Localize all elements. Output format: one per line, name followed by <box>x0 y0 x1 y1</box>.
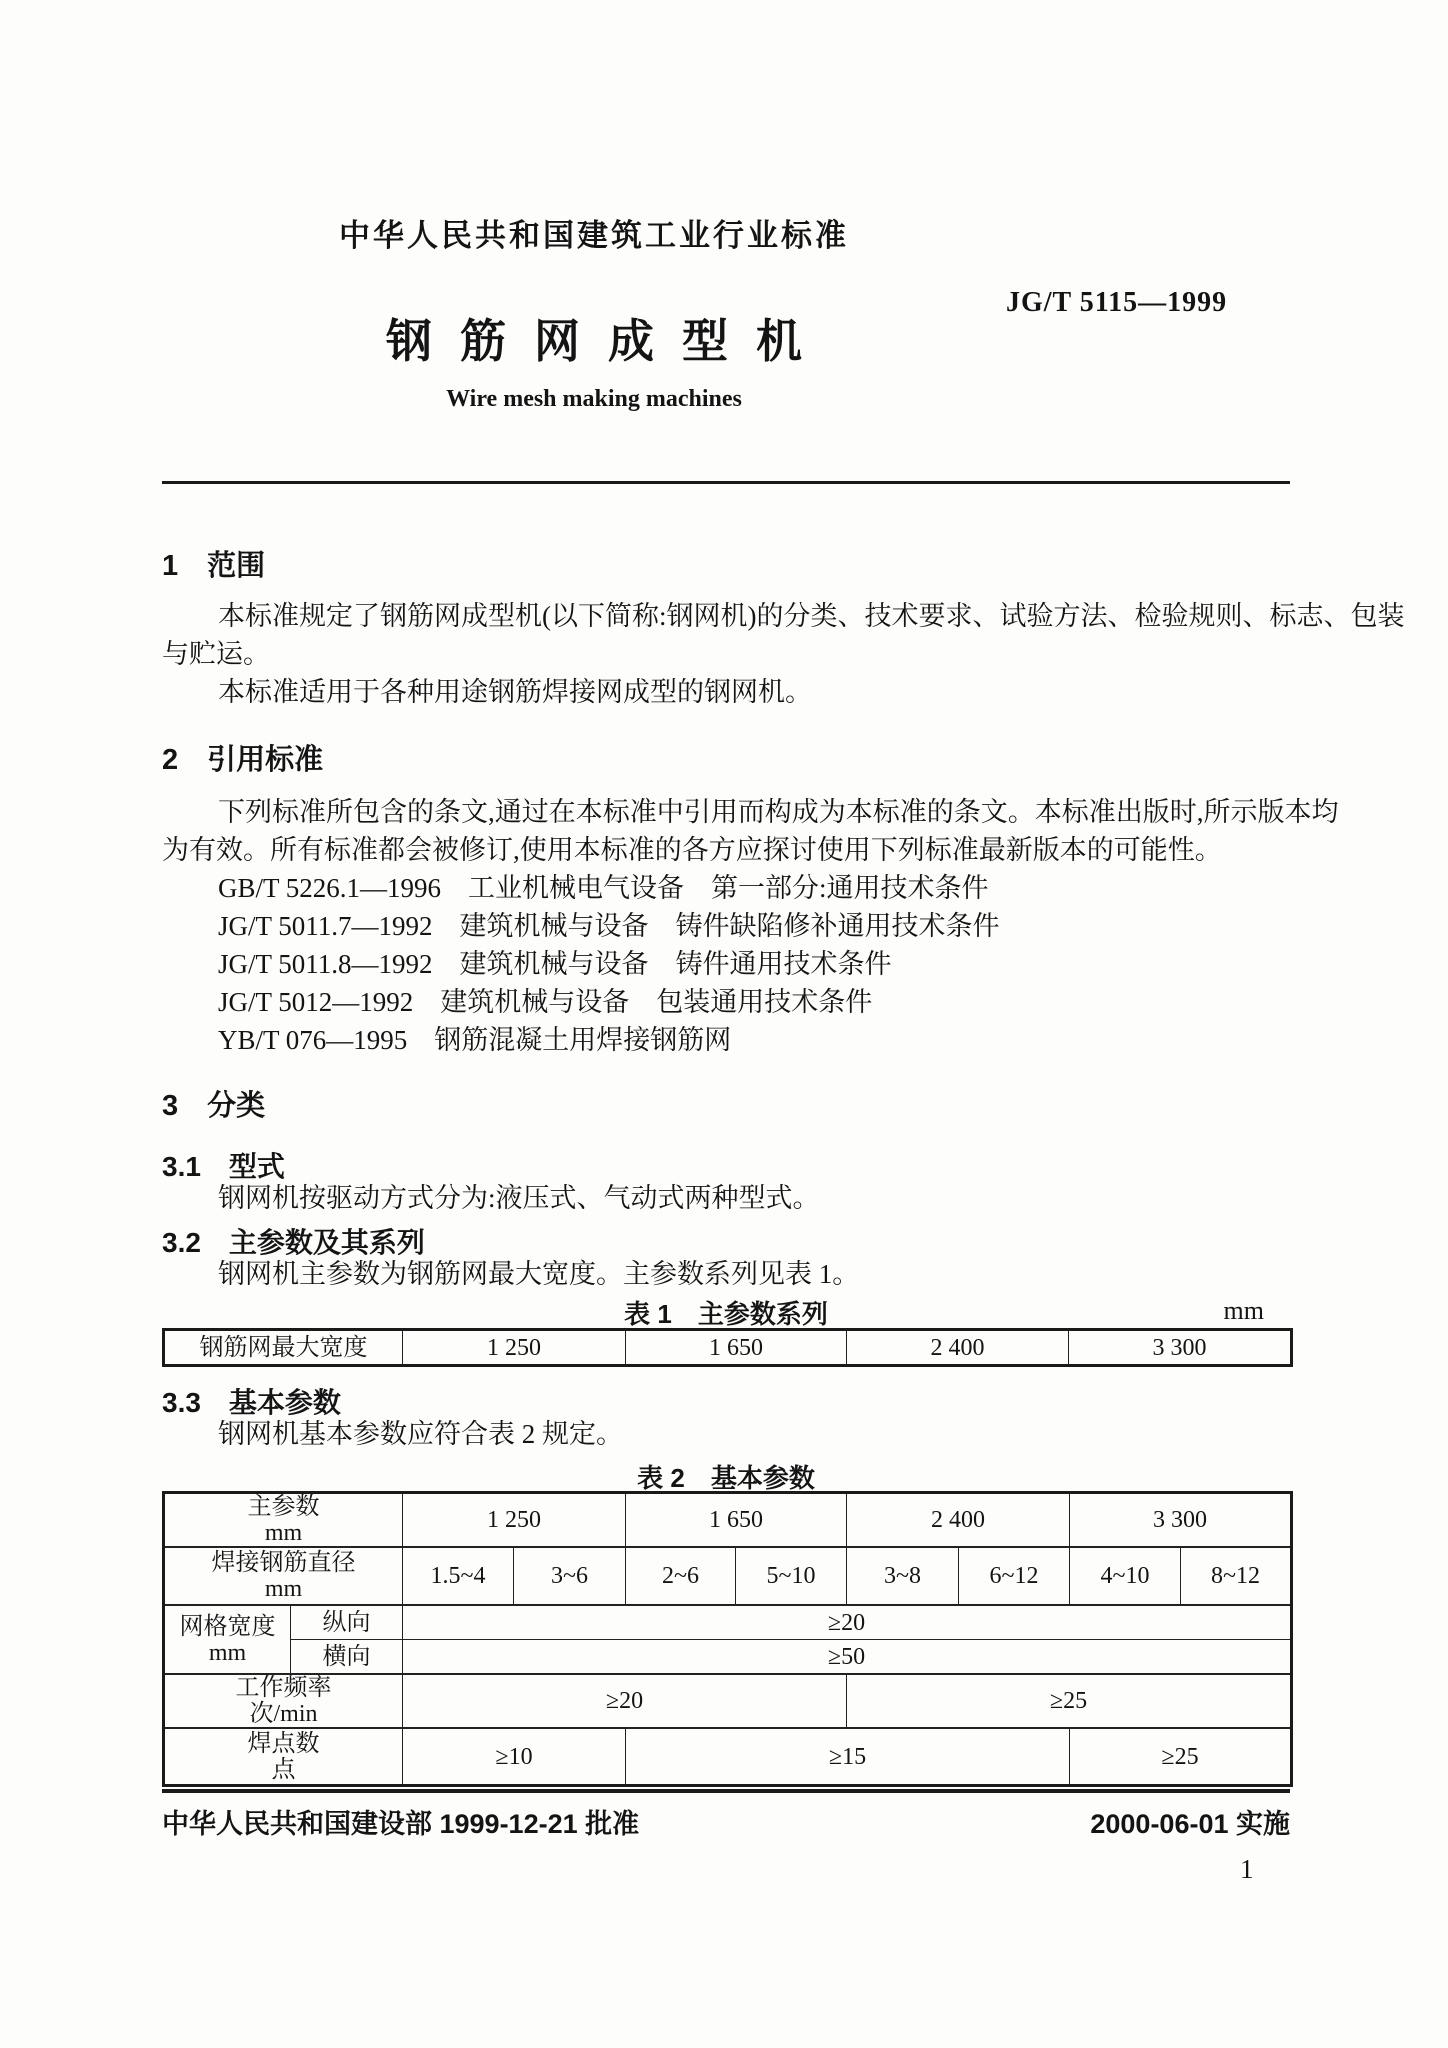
cell-label-line: mm <box>264 1520 303 1546</box>
document-title-cn: 钢筋网成型机 <box>386 315 830 367</box>
table-cell: 2~6 <box>626 1547 736 1605</box>
cell-label-line: 焊点数 <box>247 1730 320 1757</box>
reference-line: JG/T 5012—1992 建筑机械与设备 包装通用技术条件 <box>218 987 873 1017</box>
cell-label-line: 次/min <box>249 1701 318 1727</box>
table-cell: ≥10 <box>403 1728 626 1786</box>
section-3-2-heading: 3.2 主参数及其系列 <box>162 1227 425 1258</box>
table-1-caption: 表 1 主参数系列 <box>624 1299 828 1329</box>
table-row <box>164 1493 1292 1548</box>
table-cell: ≥25 <box>847 1674 1292 1728</box>
cell-label-line: 主参数 <box>247 1494 320 1520</box>
footer-divider-rule <box>162 1789 1290 1793</box>
table-cell <box>164 1674 403 1728</box>
reference-line: YB/T 076—1995 钢筋混凝土用焊接钢筋网 <box>218 1025 732 1055</box>
section-1-heading: 1 范围 <box>162 550 266 582</box>
cell-label-line: 点 <box>271 1756 296 1783</box>
body-line: 本标准适用于各种用途钢筋焊接网成型的钢网机。 <box>218 677 812 707</box>
table-cell: 1 250 <box>403 1330 626 1366</box>
table-cell: 3~6 <box>514 1547 626 1605</box>
table-row <box>164 1640 1292 1675</box>
table-row <box>164 1728 1292 1786</box>
section-3-heading: 3 分类 <box>162 1090 266 1122</box>
footer-row <box>162 1802 1290 1841</box>
cell-label-line: mm <box>208 1639 247 1666</box>
cell-label-line: 网格宽度 <box>179 1613 276 1640</box>
table-cell: 横向 <box>291 1640 403 1675</box>
table-cell <box>164 1605 291 1674</box>
table-row <box>164 1330 1292 1366</box>
page-number: 1 <box>1240 1854 1254 1884</box>
document-title-en: Wire mesh making machines <box>446 386 742 412</box>
table-cell: 8~12 <box>1181 1547 1292 1605</box>
table-cell: 1.5~4 <box>403 1547 514 1605</box>
section-3-1-heading: 3.1 型式 <box>162 1151 285 1182</box>
table-2-caption: 表 2 基本参数 <box>637 1463 815 1493</box>
body-line: 钢网机基本参数应符合表 2 规定。 <box>218 1419 623 1449</box>
table-cell: 纵向 <box>291 1605 403 1640</box>
implementation-text: 2000-06-01 实施 <box>1090 1809 1290 1839</box>
table-cell: 5~10 <box>736 1547 847 1605</box>
reference-line: JG/T 5011.8—1992 建筑机械与设备 铸件通用技术条件 <box>218 949 892 979</box>
table-row <box>164 1605 1292 1640</box>
table-row <box>164 1547 1292 1605</box>
standard-class-line: 中华人民共和国建筑工业行业标准 <box>339 218 849 253</box>
table-cell <box>164 1493 403 1548</box>
table-cell: 2 400 <box>847 1330 1069 1366</box>
approval-text: 中华人民共和国建设部 1999-12-21 批准 <box>162 1809 640 1839</box>
body-line: 为有效。所有标准都会被修订,使用本标准的各方应探讨使用下列标准最新版本的可能性。 <box>162 835 1222 865</box>
body-line: 钢网机按驱动方式分为:液压式、气动式两种型式。 <box>218 1183 820 1213</box>
reference-line: GB/T 5226.1—1996 工业机械电气设备 第一部分:通用技术条件 <box>218 873 989 903</box>
cell-label-line: 工作频率 <box>235 1675 332 1701</box>
table-cell: ≥15 <box>626 1728 1070 1786</box>
table-cell: 3~8 <box>847 1547 959 1605</box>
table-cell: ≥20 <box>403 1674 847 1728</box>
table-cell: 2 400 <box>847 1493 1070 1548</box>
table-cell: 6~12 <box>959 1547 1070 1605</box>
cell-label-line: mm <box>264 1576 303 1602</box>
standard-number: JG/T 5115—1999 <box>1006 287 1228 318</box>
table-cell: ≥20 <box>403 1605 1292 1640</box>
section-3-3-heading: 3.3 基本参数 <box>162 1387 341 1418</box>
table-cell: 钢筋网最大宽度 <box>164 1330 403 1366</box>
section-2-heading: 2 引用标准 <box>162 744 324 776</box>
cell-label-line: 焊接钢筋直径 <box>211 1550 356 1576</box>
body-line: 下列标准所包含的条文,通过在本标准中引用而构成为本标准的条文。本标准出版时,所示版本均 <box>218 797 1339 827</box>
table-cell: 3 300 <box>1069 1330 1292 1366</box>
table-cell: 4~10 <box>1070 1547 1181 1605</box>
table-cell: 1 650 <box>626 1330 847 1366</box>
table-row <box>164 1674 1292 1728</box>
header-divider-rule <box>162 481 1290 484</box>
body-line: 钢网机主参数为钢筋网最大宽度。主参数系列见表 1。 <box>218 1259 860 1289</box>
table-cell: ≥50 <box>403 1640 1292 1675</box>
table-cell <box>164 1547 403 1605</box>
body-line: 与贮运。 <box>162 639 270 669</box>
table-1-unit: mm <box>1223 1296 1264 1325</box>
body-line: 本标准规定了钢筋网成型机(以下简称:钢网机)的分类、技术要求、试验方法、检验规则、标志、包装 <box>218 601 1405 631</box>
table-cell: 1 650 <box>626 1493 847 1548</box>
table-cell: ≥25 <box>1070 1728 1292 1786</box>
reference-line: JG/T 5011.7—1992 建筑机械与设备 铸件缺陷修补通用技术条件 <box>218 911 1000 941</box>
table-cell: 1 250 <box>403 1493 626 1548</box>
table-cell: 3 300 <box>1070 1493 1292 1548</box>
table-1 <box>162 1328 1293 1367</box>
table-2 <box>162 1491 1293 1787</box>
table-cell <box>164 1728 403 1786</box>
